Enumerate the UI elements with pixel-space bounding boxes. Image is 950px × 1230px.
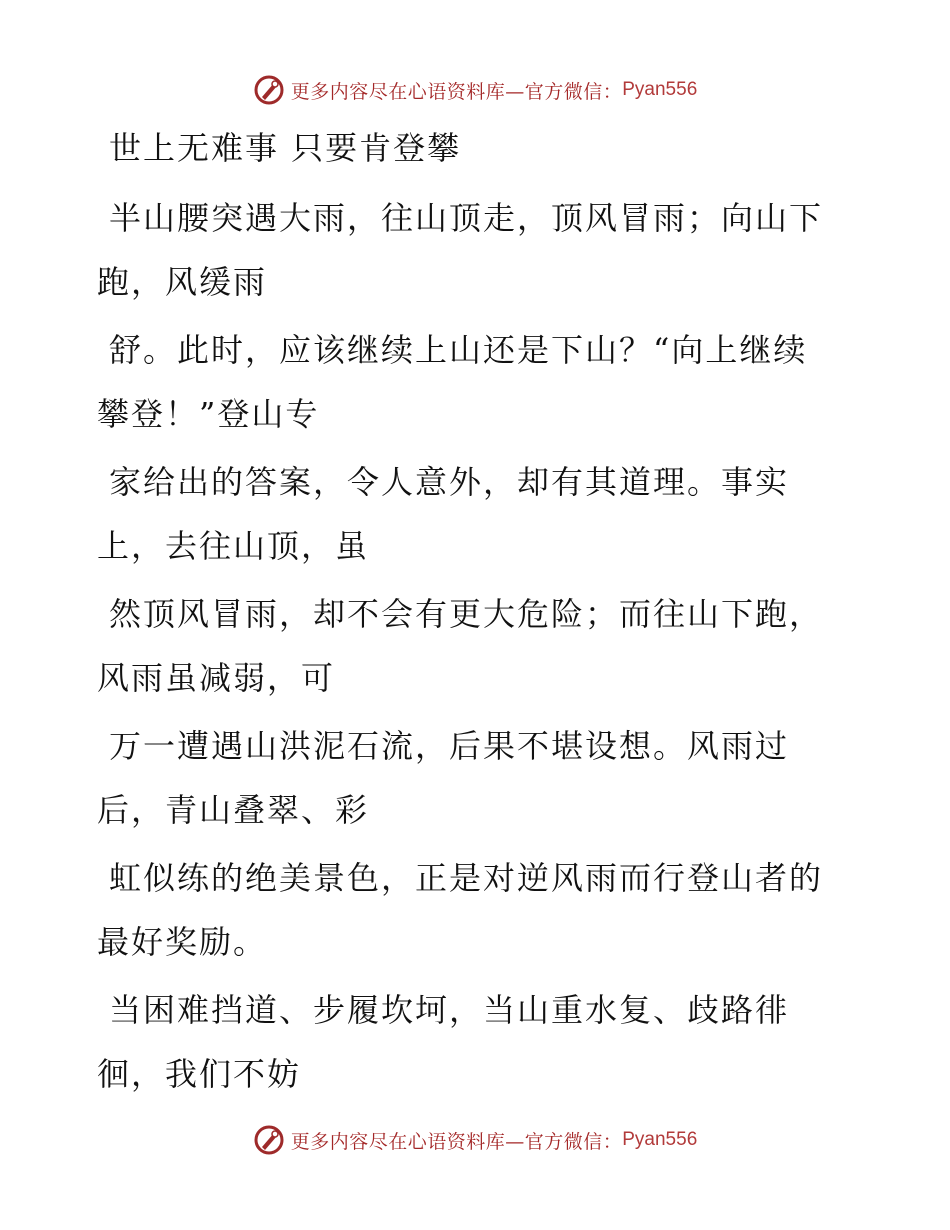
paragraph: 家给出的答案，令人意外，却有其道理。事实上，去往山顶，虽 [97,463,790,565]
article-title: 世上无难事 只要肯登攀 [109,129,462,167]
paragraph: 然顶风冒雨，却不会有更大危险；而往山下跑，风雨虽减弱，可 [97,595,824,697]
header-banner-id: Pyan556 [622,79,698,100]
article-body [97,120,837,1110]
header-banner [0,70,950,110]
pen-logo-icon [253,1124,285,1156]
pen-logo-icon [253,74,285,106]
footer-banner [0,1120,950,1160]
paragraph: 万一遭遇山洪泥石流，后果不堪设想。风雨过后，青山叠翠、彩 [97,727,790,829]
paragraph: 虹似练的绝美景色，正是对逆风雨而行登山者的最好奖励。 [97,859,824,961]
header-banner-text: 更多内容尽在心语资料库—官方微信： [290,80,623,103]
paragraph: 舒。此时，应该继续上山还是下山？“向上继续攀登！”登山专 [97,331,808,433]
paragraph: 当困难挡道、步履坎坷，当山重水复、歧路徘徊，我们不妨 [97,991,790,1093]
footer-banner-id: Pyan556 [622,1129,698,1150]
footer-banner-text: 更多内容尽在心语资料库—官方微信： [290,1130,623,1153]
paragraph: 半山腰突遇大雨，往山顶走，顶风冒雨；向山下跑，风缓雨 [97,199,824,301]
